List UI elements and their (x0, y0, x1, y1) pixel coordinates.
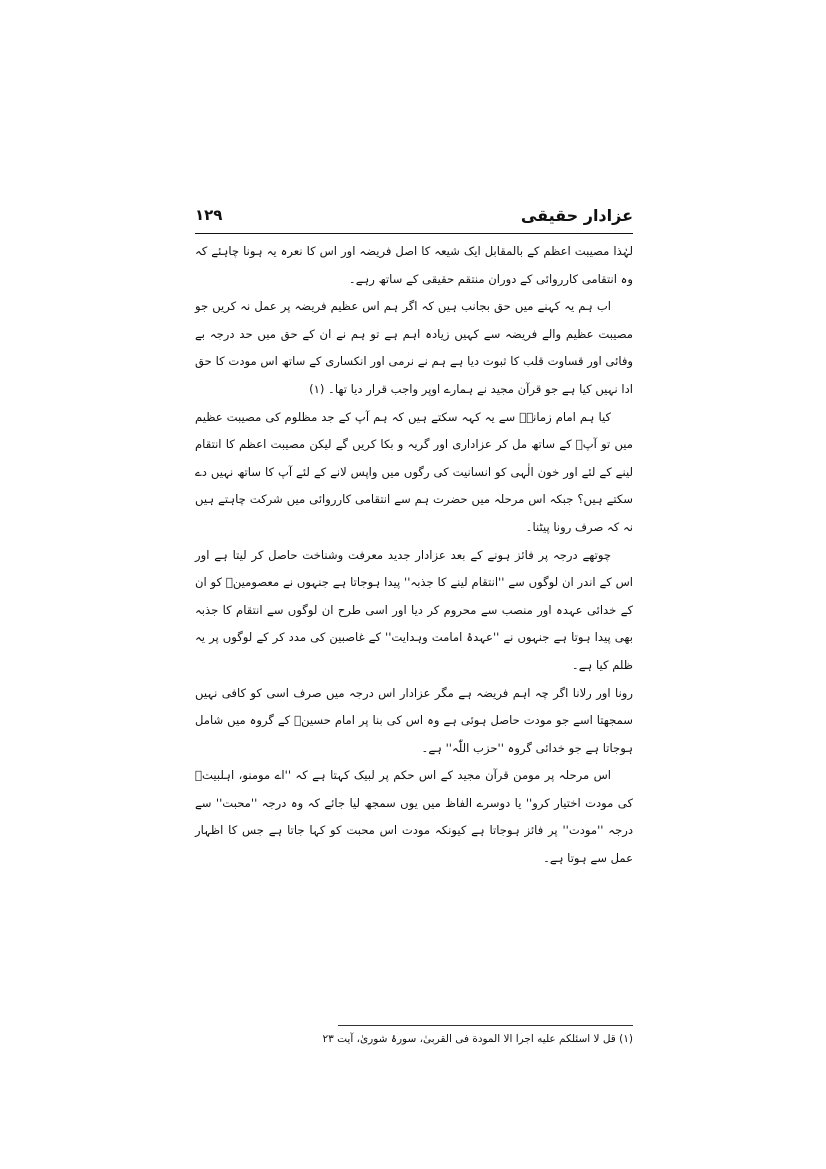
paragraph: چوتھے درجہ پر فائز ہونے کے بعد عزادار جدید معرفت وشناخت حاصل کر لیتا ہے اور اس کے اندر ان لوگوں سے ''انتقام لینے کا جذبہ'' پیدا ہوجاتا ہے جنہوں نے معصومینؑ کو ان کے خدائی عہدہ اور منصب سے محروم کر دیا اور اسی طرح ان لوگوں سے انتقام کا جذبہ بھی پیدا ہوتا ہے جنہوں نے ''عہدۂ امامت وہدایت'' کے غاصبین کی مدد کر کے لوگوں پر یہ ظلم کیا ہے۔ (195, 547, 633, 672)
paragraph: رونا اور رلانا اگر چہ اہم فریضہ ہے مگر عزادار اس درجہ میں صرف اسی کو کافی نہیں سمجھتا اسے جو مودت حاصل ہوئی ہے وہ اس کی بنا پر امام حسینؑ کے گروہ میں شامل ہوجاتا ہے جو خدائی گروہ ''حزب اللّٰہ'' ہے۔ (195, 685, 633, 755)
page-header (195, 200, 633, 230)
paragraph: اس مرحلہ پر مومن قرآن مجید کے اس حکم پر لبیک کہتا ہے کہ ''اے مومنو، اہلبیتؑ کی مودت اختیار کرو'' یا دوسرے الفاظ میں یوں سمجھ لیا جائے کہ وہ درجہ ''محبت'' سے درجہ ''مودت'' پر فائز ہوجاتا ہے کیونکہ مودت اس محبت کو کہا جاتا ہے جس کا اظہار عمل سے ہوتا ہے۔ (195, 768, 633, 866)
page-body (195, 238, 633, 873)
paragraph: کیا ہم امام زمانہؑ سے یہ کہہ سکتے ہیں کہ ہم آپ کے جد مظلوم کی مصیبت عظیم میں تو آپؑ کے ساتھ مل کر عزاداری اور گریہ و بکا کریں گے لیکن مصیبت اعظم کا انتقام لینے کے لئے اور خون الٰہی کو انسانیت کی رگوں میں واپس لانے کے لئے آپ کا ساتھ نہیں دے سکتے ہیں؟ جبکہ اس مرحلہ میں حضرت ہم سے انتقامی کارروائی میں شرکت چاہتے ہیں نہ کہ صرف رونا پیٹنا۔ (195, 409, 633, 534)
running-title: عزادار حقیقی (520, 205, 633, 225)
paragraph: لہٰذا مصیبت اعظم کے بالمقابل ایک شیعہ کا اصل فریضہ اور اس کا نعرہ یہ ہونا چاہئے کہ وہ انتقامی کارروائی کے دوران منتقم حقیقی کے ساتھ رہے۔ (195, 244, 633, 286)
page-number: ۱۲۹ (195, 206, 223, 224)
header-divider (195, 233, 633, 234)
footnote-divider (338, 1025, 633, 1026)
footnote: (۱) قل لا اسئلکم علیه اجرا الا المودة فی القربیٰ، سورۂ شوریٰ، آیت ۲۳ (322, 1033, 633, 1045)
paragraph: اب ہم یہ کہنے میں حق بجانب ہیں کہ اگر ہم اس عظیم فریضہ پر عمل نہ کریں جو مصیبت عظیم والے فریضہ سے کہیں زیادہ اہم ہے تو ہم نے ان کے حق میں حد درجہ بے وفائی اور قساوت قلب کا ثبوت دیا ہے ہم نے نرمی اور انکساری کے ساتھ اس مودت کا حق ادا نہیں کیا ہے جو قرآن مجید نے ہمارے اوپر واجب قرار دیا تھا۔ (۱) (195, 299, 633, 396)
